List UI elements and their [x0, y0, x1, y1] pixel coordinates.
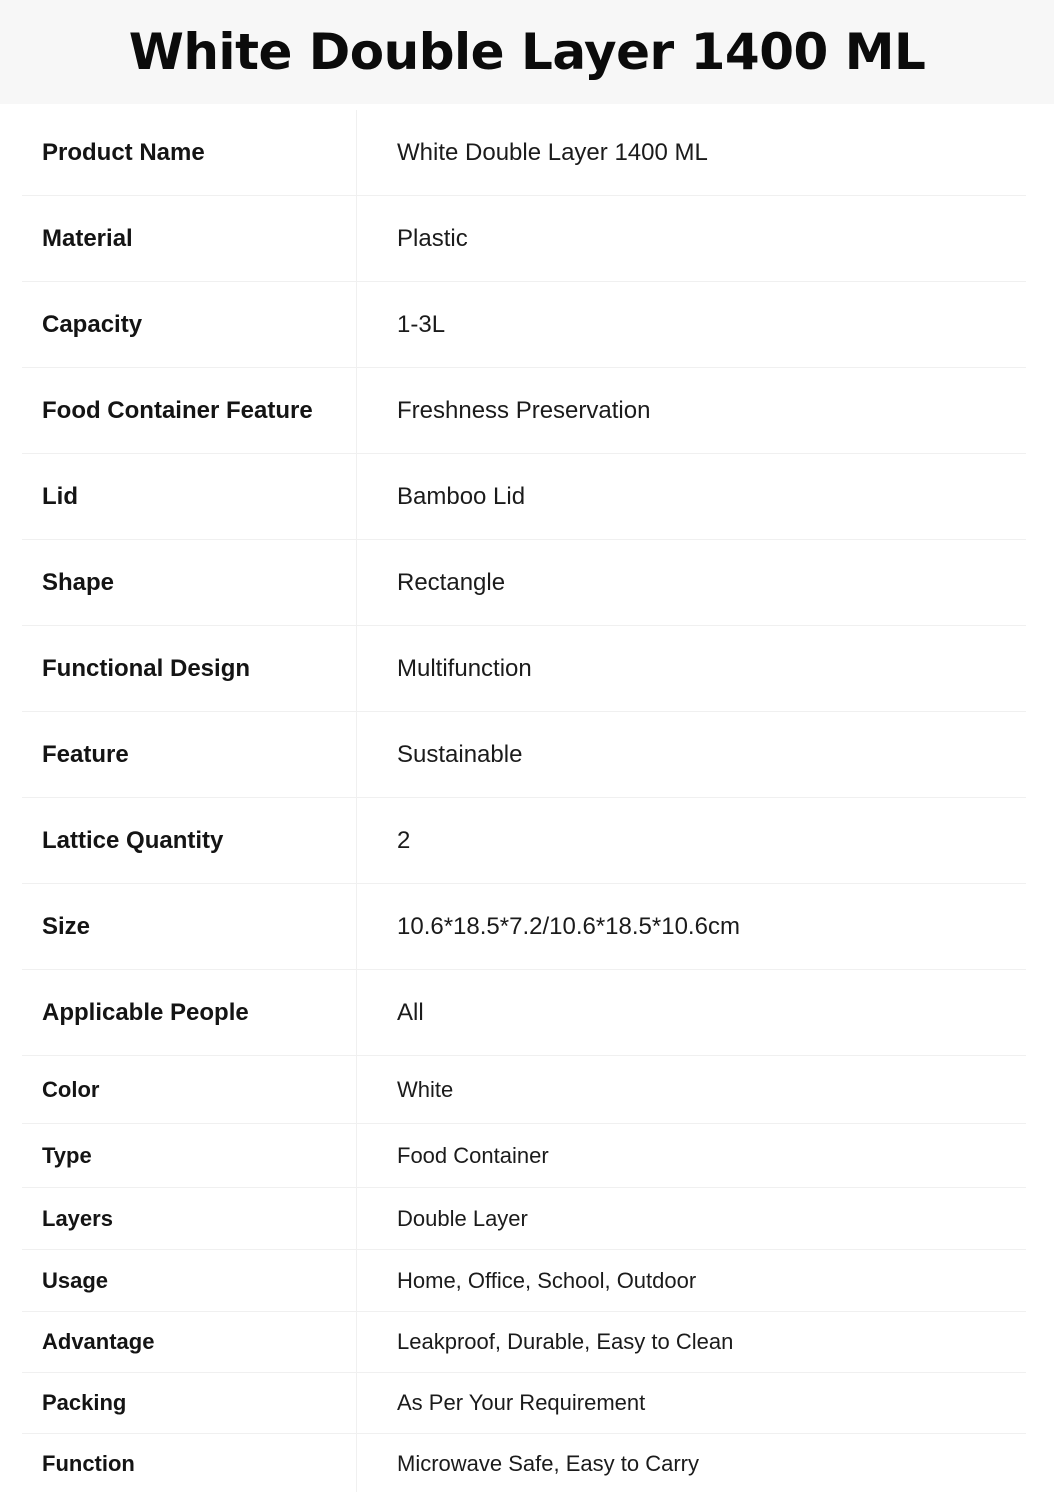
spec-label: Lid [42, 482, 78, 510]
spec-row [22, 1312, 1026, 1373]
spec-value: As Per Your Requirement [397, 1390, 646, 1415]
spec-value: Plastic [397, 224, 468, 252]
spec-label: Material [42, 224, 133, 252]
spec-row [22, 368, 1026, 454]
spec-table [22, 110, 1026, 1494]
spec-label: Applicable People [42, 998, 249, 1026]
spec-row [22, 540, 1026, 626]
spec-label: Product Name [42, 138, 205, 166]
spec-row [22, 454, 1026, 540]
spec-label: Function [42, 1451, 135, 1476]
spec-value: Microwave Safe, Easy to Carry [397, 1451, 699, 1476]
spec-row [22, 970, 1026, 1056]
spec-value: 2 [397, 826, 411, 854]
spec-label: Advantage [42, 1329, 155, 1354]
spec-row [22, 884, 1026, 970]
spec-row [22, 1434, 1026, 1494]
spec-label: Type [42, 1142, 92, 1168]
page-title: White Double Layer 1400 ML [128, 23, 926, 81]
spec-value: Double Layer [397, 1205, 528, 1231]
spec-label: Capacity [42, 310, 143, 338]
header-bar [0, 0, 1054, 104]
spec-value: Food Container [397, 1142, 549, 1168]
spec-row [22, 1056, 1026, 1124]
spec-label: Food Container Feature [42, 396, 313, 424]
spec-row [22, 626, 1026, 712]
spec-value: White Double Layer 1400 ML [397, 138, 708, 166]
spec-label: Color [42, 1076, 100, 1102]
spec-value: Sustainable [397, 740, 523, 768]
spec-label: Layers [42, 1205, 113, 1231]
spec-row [22, 1188, 1026, 1250]
spec-label: Size [42, 912, 91, 940]
spec-row [22, 1124, 1026, 1188]
spec-value: White [397, 1076, 454, 1102]
spec-label: Feature [42, 740, 129, 768]
spec-row [22, 798, 1026, 884]
spec-label: Usage [42, 1267, 109, 1293]
spec-value: 10.6*18.5*7.2/10.6*18.5*10.6cm [397, 912, 740, 940]
spec-row [22, 196, 1026, 282]
spec-value: Bamboo Lid [397, 482, 526, 510]
spec-row [22, 1373, 1026, 1434]
spec-row [22, 1250, 1026, 1312]
spec-label: Lattice Quantity [42, 826, 224, 854]
spec-value: Leakproof, Durable, Easy to Clean [397, 1329, 734, 1354]
spec-row [22, 712, 1026, 798]
spec-label: Packing [42, 1390, 127, 1415]
spec-label: Shape [42, 568, 115, 596]
spec-value: Multifunction [397, 654, 532, 682]
spec-label: Functional Design [42, 654, 251, 682]
spec-row [22, 282, 1026, 368]
spec-value: Home, Office, School, Outdoor [397, 1267, 697, 1293]
spec-value: Freshness Preservation [397, 396, 651, 424]
spec-value: All [397, 998, 424, 1026]
spec-value: Rectangle [397, 568, 506, 596]
spec-value: 1-3L [397, 310, 446, 338]
spec-row [22, 110, 1026, 196]
